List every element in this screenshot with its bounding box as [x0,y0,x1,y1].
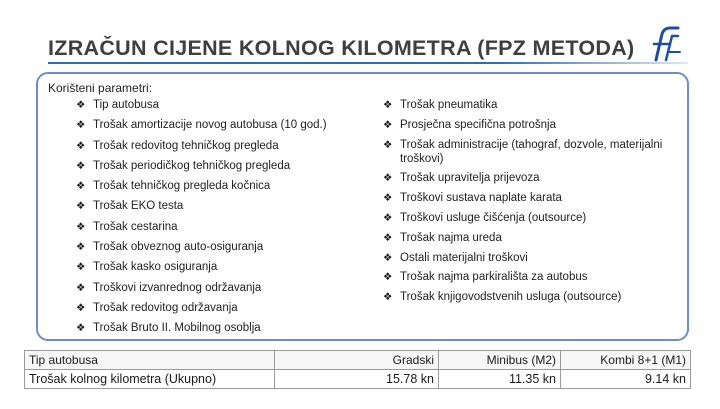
parameter-item [76,98,376,118]
parameter-item [76,179,376,199]
parameter-item [76,199,376,219]
diamond-bullet-icon: ❖ [76,159,86,172]
diamond-bullet-icon: ❖ [76,119,86,132]
parameter-item [383,231,673,245]
fpz-logo-icon [648,24,684,64]
diamond-bullet-icon: ❖ [383,99,393,111]
parameter-label: Trošak redovitog tehničkog pregleda [93,139,279,152]
table-row [25,370,691,389]
diamond-bullet-icon: ❖ [383,211,393,224]
page-title: IZRAČUN CIJENE KOLNOG KILOMETRA (FPZ METODA) [48,36,635,60]
parameter-item [383,290,673,304]
table-cell-value: 9.14 kn [561,370,691,389]
parameter-label: Trošak najma parkirališta za autobus [400,271,588,284]
table-header-row [25,351,691,370]
parameter-label: Trošak pneumatika [400,99,498,111]
parameter-item [76,240,376,260]
parameter-item [383,138,673,166]
parameter-label: Tip autobusa [93,99,160,111]
diamond-bullet-icon: ❖ [76,281,86,294]
diamond-bullet-icon: ❖ [76,220,86,233]
diamond-bullet-icon: ❖ [76,180,86,193]
parameter-item [76,159,376,179]
parameter-item [76,139,376,159]
parameters-heading: Korišteni parametri: [48,81,153,95]
parameter-label: Trošak najma ureda [400,231,502,244]
parameter-label: Trošak amortizacije novog autobusa (10 god.) [93,119,327,132]
diamond-bullet-icon: ❖ [76,200,86,213]
parameter-label: Trošak Bruto II. Mobilnog osoblja [93,322,261,335]
parameter-item [383,191,673,205]
diamond-bullet-icon: ❖ [76,241,86,254]
diamond-bullet-icon: ❖ [383,251,393,264]
parameter-item [383,118,673,132]
diamond-bullet-icon: ❖ [383,192,393,205]
parameters-left-list [76,98,376,342]
table-header-cell: Minibus (M2) [439,351,561,370]
parameter-label: Trošak periodičkog tehničkog pregleda [93,159,291,172]
diamond-bullet-icon: ❖ [383,118,393,131]
cost-table [24,350,691,389]
diamond-bullet-icon: ❖ [76,139,86,152]
diamond-bullet-icon: ❖ [76,301,86,314]
parameter-item [76,220,376,240]
parameters-right-list [383,98,673,310]
diamond-bullet-icon: ❖ [383,138,393,151]
parameter-label: Trošak tehničkog pregleda kočnica [93,180,271,193]
table-header-cell: Kombi 8+1 (M1) [561,351,691,370]
parameter-label: Trošak cestarina [93,220,178,233]
parameter-label: Troškovi usluge čišćenja (outsource) [400,211,587,224]
table-cell-value: 11.35 kn [439,370,561,389]
table-cell-label: Trošak kolnog kilometra (Ukupno) [25,370,275,389]
table-cell-value: 15.78 kn [275,370,439,389]
parameter-item [76,301,376,321]
table-header-cell: Gradski [275,351,439,370]
parameter-label: Trošak knjigovodstvenih usluga (outsource) [400,291,622,304]
parameter-item [76,260,376,280]
parameter-item [76,281,376,301]
parameters-box [36,72,689,341]
parameter-item [76,118,376,138]
diamond-bullet-icon: ❖ [383,172,393,185]
parameter-item [383,270,673,284]
diamond-bullet-icon: ❖ [383,231,393,244]
parameter-label: Trošak upravitelja prijevoza [400,172,540,185]
parameter-label: Trošak obveznog auto-osiguranja [93,241,264,254]
parameter-item [383,98,673,112]
parameter-label: Trošak administracije (tahograf, dozvole, materijalni troškovi) [400,138,663,165]
table-header-cell: Tip autobusa [25,351,275,370]
diamond-bullet-icon: ❖ [383,291,393,304]
diamond-bullet-icon: ❖ [76,322,86,335]
parameter-label: Troškovi izvanrednog održavanja [93,281,262,294]
diamond-bullet-icon: ❖ [383,271,393,284]
parameter-item [383,251,673,265]
parameter-item [383,171,673,185]
diamond-bullet-icon: ❖ [76,99,86,111]
parameter-label: Troškovi sustava naplate karata [400,192,562,205]
parameter-item [76,321,376,341]
parameter-label: Prosječna specifična potrošnja [400,118,556,131]
parameter-label: Trošak redovitog održavanja [93,301,238,314]
diamond-bullet-icon: ❖ [76,261,86,274]
parameter-item [383,211,673,225]
parameter-label: Trošak kasko osiguranja [93,261,218,274]
parameter-label: Trošak EKO testa [93,200,184,213]
title-divider [48,62,688,64]
parameter-label: Ostali materijalni troškovi [400,251,528,264]
